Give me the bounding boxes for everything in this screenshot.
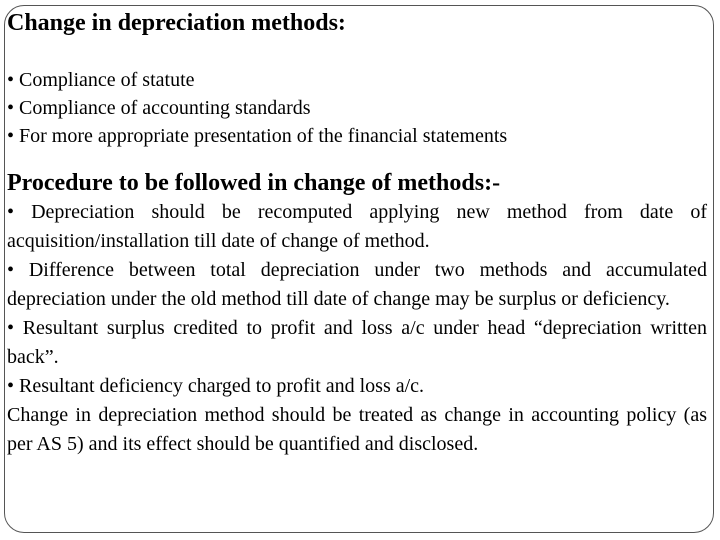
- section-heading-procedure: Procedure to be followed in change of methods:-: [7, 170, 501, 196]
- list-item: • Difference between total depreciation under two methods and accumulated depreciation under the old method till date of change may be surplus or deficiency.: [7, 259, 707, 310]
- list-item: • Resultant deficiency charged to profit and loss a/c.: [7, 375, 425, 397]
- list-item: • Resultant surplus credited to profit and loss a/c under head “depreciation written back”.: [7, 317, 707, 368]
- slide-content: [7, 8, 707, 459]
- list-item: • Compliance of statute: [7, 69, 195, 91]
- closing-paragraph: Change in depreciation method should be treated as change in accounting policy (as per AS 5) and its effect should be quantified and disclosed.: [7, 404, 707, 455]
- section-heading-change-methods: Change in depreciation methods:: [7, 10, 346, 36]
- reasons-list: [7, 66, 707, 150]
- list-item: • Compliance of accounting standards: [7, 97, 311, 119]
- list-item: • Depreciation should be recomputed applying new method from date of acquisition/installation till date of change of method.: [7, 201, 707, 252]
- procedure-list: [7, 198, 707, 401]
- list-item: • For more appropriate presentation of the financial statements: [7, 125, 508, 147]
